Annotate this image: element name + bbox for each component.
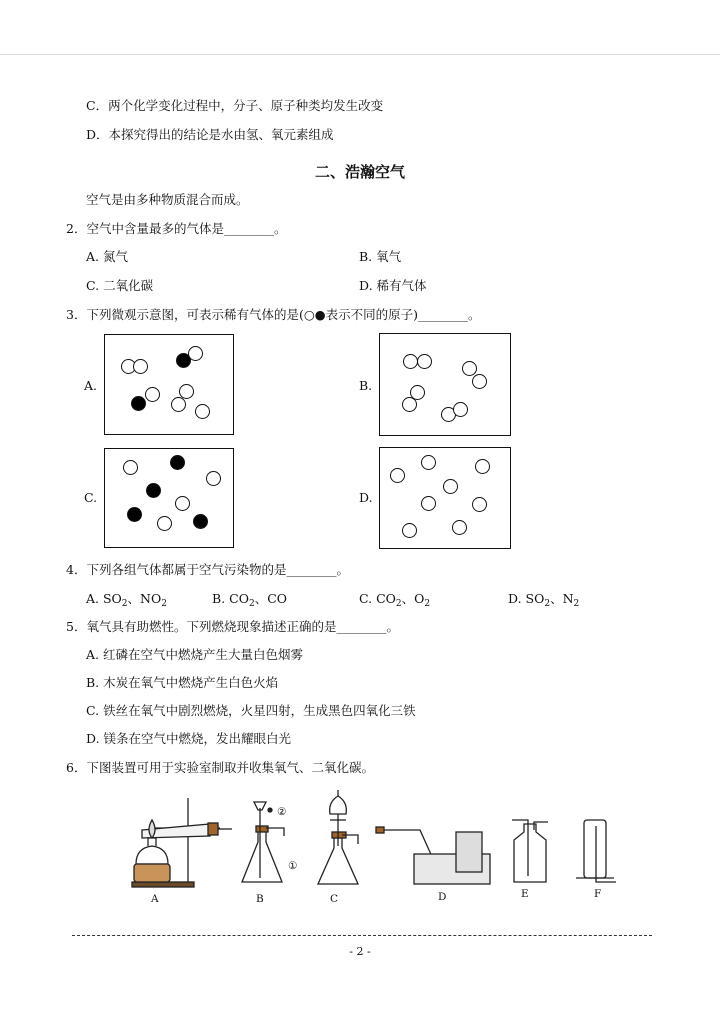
apparatus-label-f: F [594, 888, 602, 900]
filled-atom [193, 514, 208, 529]
open-atom [472, 374, 487, 389]
open-atom [402, 523, 417, 538]
open-atom [390, 468, 405, 483]
open-atom [475, 459, 490, 474]
filled-atom [146, 483, 161, 498]
q2-option-b: B. 氧气 [359, 249, 402, 264]
apparatus-label-a: A [151, 893, 159, 905]
open-atom [175, 496, 190, 511]
q5-option-c: C. 铁丝在氧气中剧烈燃烧，火星四射，生成黑色四氧化三铁 [86, 703, 416, 718]
q3-label-a: A. [84, 378, 98, 393]
q5-option-b: B. 木炭在氧气中燃烧产生白色火焰 [86, 675, 279, 690]
q3-box-c [104, 448, 234, 548]
open-atom [145, 387, 160, 402]
q4-option-c: C. $CO_2$、$O_2$ [359, 591, 431, 609]
q3-box-d [379, 447, 511, 549]
q6-stem: 6．下图装置可用于实验室制取并收集氧气、二氧化碳。 [66, 760, 374, 775]
open-atom [472, 497, 487, 512]
q3-label-b: B. [359, 378, 373, 393]
q2-option-d: D. 稀有气体 [359, 278, 427, 293]
q3-stem: 3．下列微观示意图，可表示稀有气体的是(○●表示不同的原子)________。 [66, 307, 481, 322]
q2-stem: 2．空气中含量最多的气体是________。 [66, 221, 287, 236]
footer-rule [72, 935, 652, 936]
open-atom [188, 346, 203, 361]
header-rule [0, 54, 720, 55]
q3-box-a [104, 334, 234, 435]
open-atom [452, 520, 467, 535]
open-atom [417, 354, 432, 369]
q4-option-b: B. $CO_2$、CO [212, 591, 287, 609]
q2-option-a: A. 氮气 [86, 249, 128, 264]
filled-atom [131, 396, 146, 411]
apparatus-mark-2: ② [277, 806, 287, 818]
open-atom [421, 496, 436, 511]
open-atom [206, 471, 221, 486]
section-intro: 空气是由多种物质混合而成。 [86, 192, 249, 207]
page-number: - 2 - [349, 945, 371, 958]
apparatus-d [376, 827, 490, 884]
open-atom [443, 479, 458, 494]
filled-atom [127, 507, 142, 522]
q5-stem: 5．氧气具有助燃性。下列燃烧现象描述正确的是________。 [66, 619, 399, 634]
open-atom [453, 402, 468, 417]
open-atom [133, 359, 148, 374]
apparatus-label-d: D [438, 891, 447, 903]
open-atom [157, 516, 172, 531]
q5-option-a: A. 红磷在空气中燃烧产生大量白色烟雾 [86, 647, 303, 662]
apparatus-label-c: C [330, 893, 339, 905]
q4-option-d: D. $SO_2$、$N_2$ [508, 591, 580, 609]
open-atom [421, 455, 436, 470]
filled-atom [170, 455, 185, 470]
apparatus-mark-1: ① [288, 860, 298, 872]
open-atom [195, 404, 210, 419]
q1-option-c: C．两个化学变化过程中，分子、原子种类均发生改变 [86, 98, 384, 113]
section-title: 二、浩瀚空气 [314, 163, 405, 181]
q4-option-a: A. $SO_2$、$NO_2$ [86, 591, 167, 609]
apparatus-a [132, 798, 232, 887]
q4-stem: 4．下列各组气体都属于空气污染物的是________。 [66, 562, 349, 577]
open-atom [462, 361, 477, 376]
q3-label-d: D. [359, 490, 373, 505]
q2-option-c: C. 二氧化碳 [86, 278, 154, 293]
open-atom [402, 397, 417, 412]
lab-apparatus-figure [120, 790, 620, 890]
q5-option-d: D. 镁条在空气中燃烧，发出耀眼白光 [86, 731, 292, 746]
apparatus-c [318, 790, 358, 884]
apparatus-f [576, 820, 616, 882]
q1-option-d: D．本探究得出的结论是水由氢、氧元素组成 [86, 127, 334, 142]
apparatus-label-b: B [256, 893, 264, 905]
q3-label-c: C. [84, 490, 98, 505]
apparatus-e [512, 820, 548, 882]
apparatus-label-e: E [521, 888, 529, 900]
open-atom [123, 460, 138, 475]
open-atom [403, 354, 418, 369]
q3-box-b [379, 333, 511, 436]
open-atom [171, 397, 186, 412]
